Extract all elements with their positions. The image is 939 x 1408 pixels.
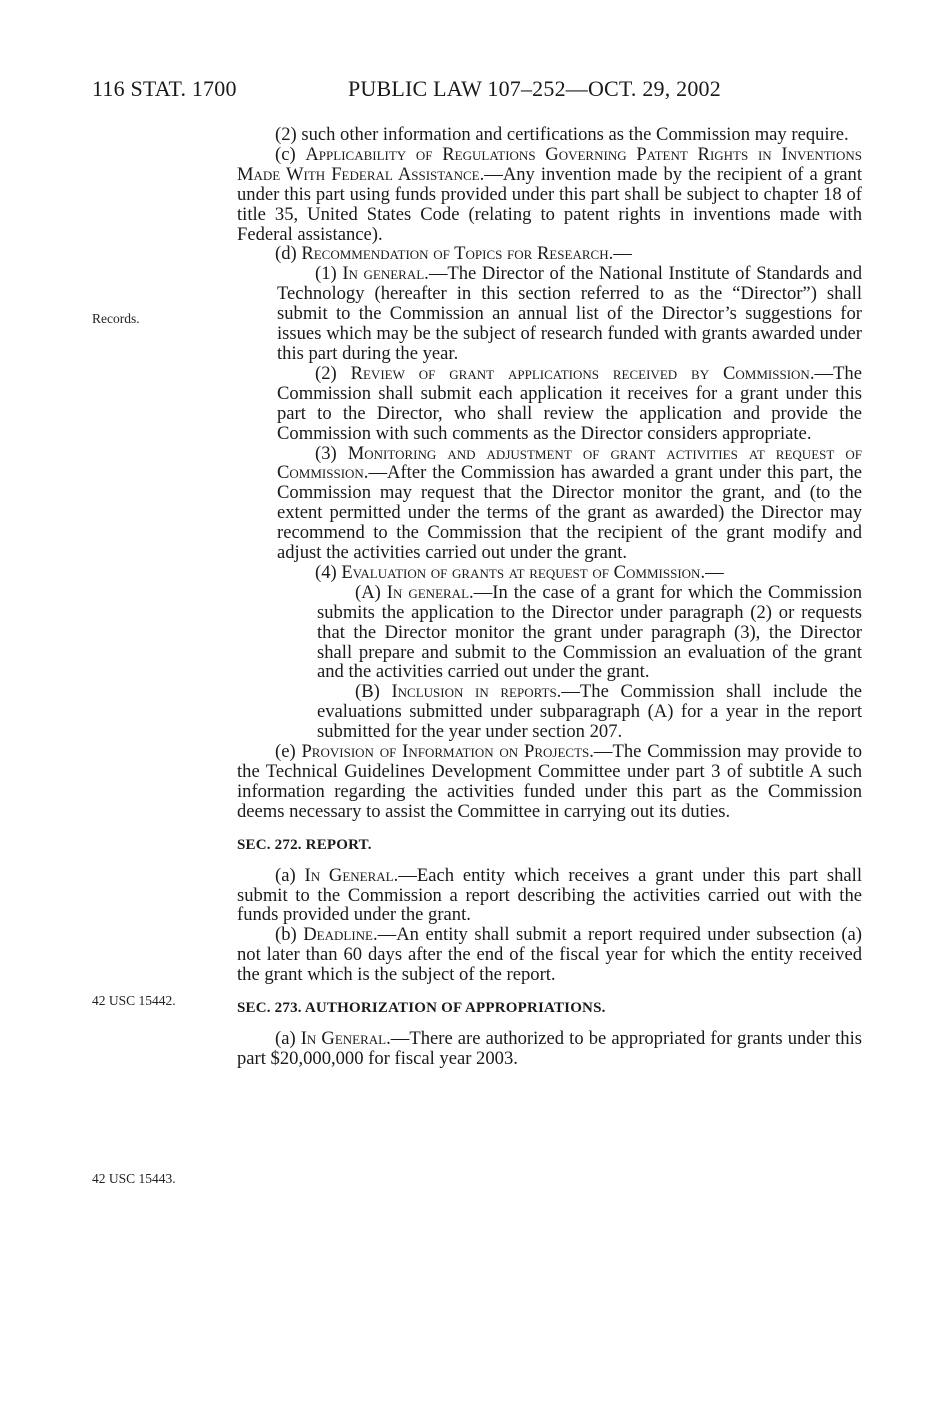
paragraph-272a: (a) In General.—Each entity which receives a grant under this part shall submit to the Commission a report describing the activities carried out with the funds provided under the grant. — [237, 864, 863, 926]
paragraph-d4b: (B) Inclusion in reports.—The Commission shall include the evaluations submitted under subparagraph (A) for a year in the report submitted for the year under section 207. — [317, 681, 862, 743]
margin-note-records: Records. — [92, 311, 140, 326]
heading-c: Applicability of Regulations Governing Patent Rights in Inventions Made With Federal Assistance. — [237, 143, 862, 185]
stat-page-number: 116 STAT. 1700 — [92, 76, 237, 101]
body-text — [237, 125, 862, 1069]
heading-d4b: Inclusion in reports. — [391, 681, 562, 703]
section-273-heading: SEC. 273. AUTHORIZATION OF APPROPRIATIONS. — [237, 1000, 606, 1017]
section-272-heading: SEC. 272. REPORT. — [237, 836, 372, 853]
heading-272b: Deadline. — [303, 924, 378, 946]
paragraph-d: (d) Recommendation of Topics for Research.— — [275, 243, 632, 265]
paragraph-d4a: (A) In general.—In the case of a grant for which the Commission submits the application to the Director under paragraph (2) or requests that the Director monitor the grant under paragraph (3), the Director shall prepare and submit to the Commission an evaluation of the grant and the activities carried out under the grant. — [317, 581, 862, 683]
heading-d: Recommendation of Topics for Research. — [301, 243, 614, 265]
heading-d4a: In general. — [386, 581, 474, 603]
public-law-title: PUBLIC LAW 107–252—OCT. 29, 2002 — [348, 76, 721, 101]
heading-d4: Evaluation of grants at request of Commission. — [341, 561, 706, 583]
heading-d2: Review of grant applications received by Commission. — [350, 362, 815, 384]
paragraph-d4: (4) Evaluation of grants at request of Commission.— — [315, 561, 724, 583]
paragraph-d3: (3) Monitoring and adjustment of grant activities at request of Commission.—After the Commission has awarded a grant under this part, the Commission may request that the Director monitor the grant, and (to the extent permitted under the terms of the grant as awarded) the Director may recommend to the Commission that the recipient of the grant modify and adjust the activities carried out under the grant. — [277, 442, 862, 564]
heading-272a: In General. — [304, 864, 399, 886]
margin-note-usc-15443: 42 USC 15443. — [92, 1171, 176, 1186]
heading-d3: Monitoring and adjustment of grant activities at request of Commission. — [277, 442, 862, 484]
paragraph-d2: (2) Review of grant applications received by Commission.—The Commission shall submit each application it receives for a grant under this part to the Director, who shall review the application and provide the Commission with such comments as the Director considers appropriate. — [277, 362, 862, 444]
paragraph-d1: (1) In general.—The Director of the National Institute of Standards and Technology (hereafter in this section referred to as the “Director”) shall submit to the Commission an annual list of the Director’s suggestions for issues which may be the subject of research funded with grants awarded under this part during the year. — [277, 263, 862, 364]
paragraph-c: (c) Applicability of Regulations Governing Patent Rights in Inventions Made With Federal Assistance.—Any invention made by the recipient of a grant under this part using funds provided under this part shall be subject to chapter 18 of title 35, United States Code (relating to patent rights in inventions made with Federal assistance). — [237, 143, 862, 245]
margin-note-usc-15442: 42 USC 15442. — [92, 993, 176, 1008]
heading-e: Provision of Information on Projects. — [301, 741, 594, 763]
paragraph-b2: (2) such other information and certifications as the Commission may require. — [275, 124, 849, 145]
heading-273a: In General. — [300, 1027, 391, 1049]
heading-d1: In general. — [342, 263, 429, 285]
paragraph-273a: (a) In General.—There are authorized to be appropriated for grants under this part $20,000,000 for fiscal year 2003. — [237, 1027, 862, 1069]
paragraph-272b: (b) Deadline.—An entity shall submit a report required under subsection (a) not later than 60 days after the end of the fiscal year for which the entity received the grant which is the subject of the report. — [237, 924, 862, 986]
paragraph-e: (e) Provision of Information on Projects.—The Commission may provide to the Technical Guidelines Development Committee under part 3 of subtitle A such information regarding the activities funded under this part as the Commission deems necessary to assist the Committee in carrying out its duties. — [237, 741, 862, 822]
